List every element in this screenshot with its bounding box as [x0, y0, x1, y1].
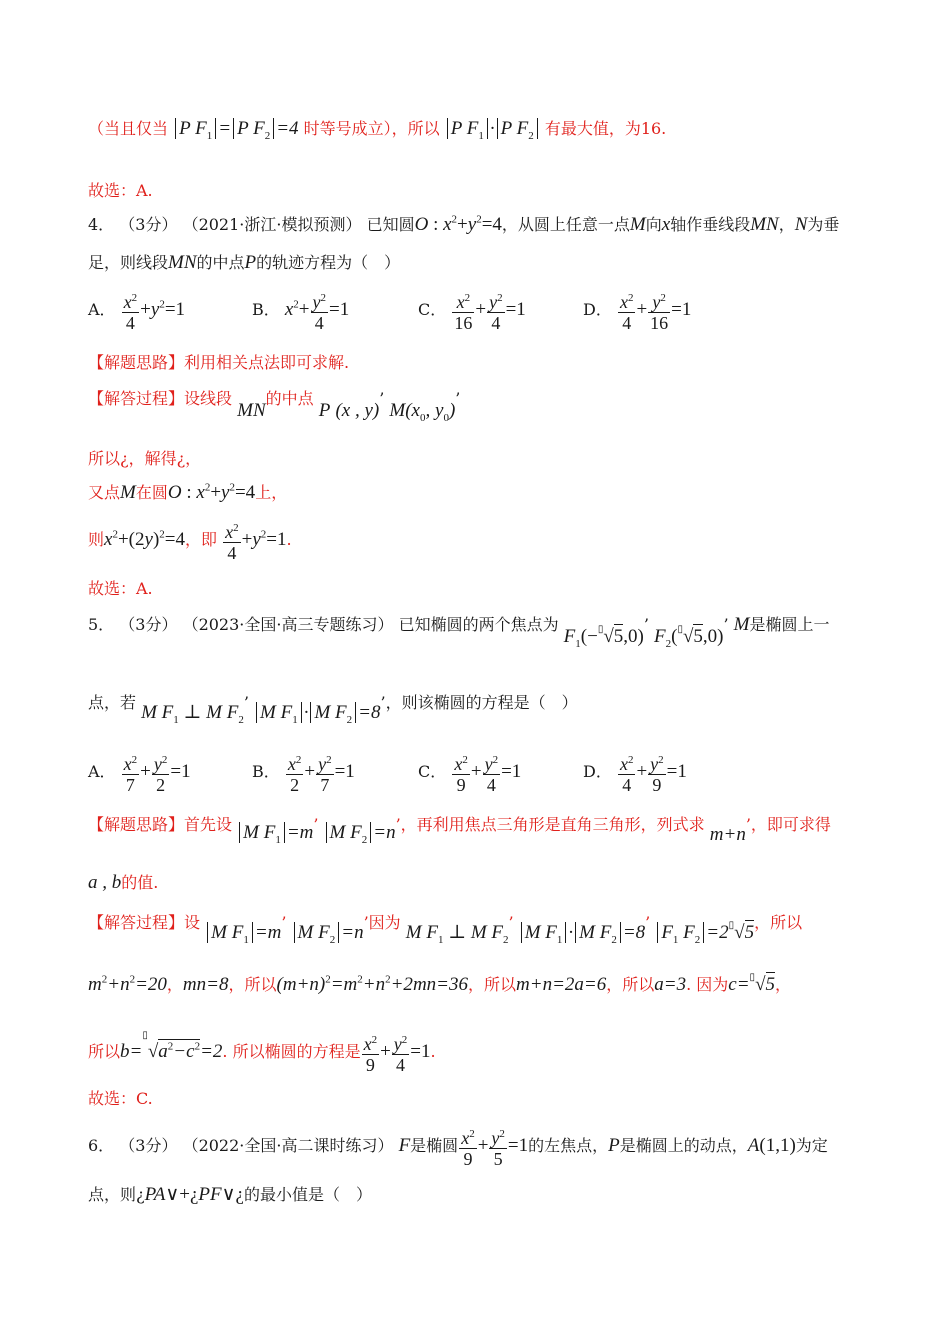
q5-option-c[interactable]: C． $\frac{x^2}{9}$ + $\frac{y^2}{4}$ =1 [418, 750, 521, 795]
q5-process-2: $m^2+n^2=20$，mn=8，所以$(m+n)^2=m^2+n^2+2mn=36$，所以m+n=2a=6，所以a=3. 因为c=▯√5， [88, 972, 792, 995]
text: A． [88, 762, 116, 781]
text: 点，则¿ [88, 1185, 145, 1204]
text: 所以 [484, 975, 517, 994]
q4-answer: 故选：A. [88, 579, 153, 598]
text: 【解答过程】 [88, 389, 185, 408]
text: 的左焦点， [528, 1136, 609, 1155]
q4-option-d[interactable]: D． $\frac{x^2}{4}$ + $\frac{y^2}{16}$ =1 [583, 288, 691, 333]
text: 足，则线段 [88, 253, 169, 272]
text: 所以 [88, 1042, 121, 1061]
text: 则 [88, 530, 105, 549]
q6-stem-line-2: 点，则¿PA∨+¿PF∨¿的最小值是（ ） [88, 1184, 372, 1205]
text: 利用相关点法即可求解. [184, 353, 350, 372]
q4-option-a[interactable]: A． $\frac{x^2}{4}$ $+y^2=1$ [88, 288, 185, 333]
prev-answer: 故选：A. [88, 181, 153, 200]
q4-stem-line-1: 4． （3分） （2021·浙江·模拟预测） 已知圆O : $x^2+y^2=4$，从圆上任意一点M向x轴作垂线段MN，N为垂 [88, 213, 840, 235]
text: 又点 [88, 483, 121, 502]
text: B． [252, 300, 280, 319]
q4-process-1: 【解答过程】设线段 MN的中点 P (x , y)’ $M(x_0$, $y_0$)’ [88, 389, 461, 424]
text: 的中点 [196, 253, 245, 272]
text: 有最大值，为16. [544, 119, 667, 138]
text: 向 [645, 215, 662, 234]
text: 因为 [368, 913, 401, 932]
text: 设线段 [184, 389, 233, 408]
text: 是椭圆 [410, 1136, 459, 1155]
text: 所以 [244, 975, 277, 994]
question-number: 4． [88, 215, 115, 234]
q4-process-4: 则$x^2+(2y)^2=4$，即 $\frac{x^2}{4}$ $+y^2=1$. [88, 518, 292, 563]
text: C． [418, 762, 447, 781]
text: C． [418, 300, 447, 319]
text: 设 [184, 913, 201, 932]
q5-option-a[interactable]: A． $\frac{x^2}{7}$ + $\frac{y^2}{2}$ =1 [88, 750, 191, 795]
text: 是椭圆上的动点， [619, 1136, 748, 1155]
question-number: 5． [88, 615, 115, 634]
text: 为垂 [807, 215, 840, 234]
q5-idea-2: a , b的值. [88, 872, 159, 893]
text: 已知椭圆的两个焦点为 [398, 615, 559, 634]
q4-option-b[interactable]: B． $x^2+$ $\frac{y^2}{4}$ =1 [252, 288, 349, 333]
text: 是椭圆上一 [749, 615, 830, 634]
text: 为定 [795, 1136, 828, 1155]
q4-option-c[interactable]: C． $\frac{x^2}{16}$ + $\frac{y^2}{4}$ =1 [418, 288, 526, 333]
q5-process-1: 【解答过程】设 M $F_1 =m$’ M $F_2 =n$’因为 M $F_1$ ⊥ M $F_2$’ M $F_1 \cdot M$ $F_2 =8$’ $F_1$ $F_2 =2^▯√5$，所以 [88, 913, 803, 946]
text: A． [88, 300, 116, 319]
q5-option-b[interactable]: B． $\frac{x^2}{2}$ + $\frac{y^2}{7}$ =1 [252, 750, 355, 795]
q4-process-3: 又点M在圆O : $x^2+y^2=4$上， [88, 481, 288, 503]
text: 【解题思路】 [88, 815, 185, 834]
score: （3分） [119, 215, 178, 234]
text: ，则该椭圆的方程是（ ） [385, 693, 578, 712]
q5-answer: 故选：C. [88, 1089, 153, 1108]
prev-line-1: （当且仅当 P $F_1 = P$ $F_2 =4$ 时等号成立），所以 P $F_1 \cdot P$ $F_2$ 有最大值，为16. [88, 118, 667, 142]
score: （3分） [119, 615, 178, 634]
q5-stem-line-1: 5． （3分） （2023·全国·高三专题练习） 已知椭圆的两个焦点为 $F_1(-^▯√5,0)$’ $F_2(^▯√5,0)$’ M是椭圆上一 [88, 614, 830, 650]
text: （当且仅当 [88, 119, 169, 138]
text: B． [252, 762, 280, 781]
source: （2021·浙江·模拟预测） [182, 215, 362, 234]
score: （3分） [119, 1136, 178, 1155]
text: ， [778, 215, 795, 234]
text: 首先设 [184, 815, 233, 834]
text: 轴作垂线段 [670, 215, 751, 234]
text: 点，若 [88, 693, 137, 712]
text: 所以椭圆的方程是 [232, 1042, 361, 1061]
text: ，所以 [754, 913, 803, 932]
q4-idea [88, 350, 349, 373]
text: 【解答过程】 [88, 913, 185, 932]
q4-stem-line-2: 足，则线段MN的中点P的轨迹方程为（ ） [88, 252, 401, 273]
text: 【解题思路】 [88, 353, 185, 372]
q5-process-3: 所以$b=^▯√a^2-c^2=2$. 所以椭圆的方程是 $\frac{x^2}{9}$ + $\frac{y^2}{4}$ =1. [88, 1030, 436, 1075]
question-number: 6． [88, 1136, 115, 1155]
text: ，再利用焦点三角形是直角三角形，列式求 [400, 815, 705, 834]
q6-stem-line-1: 6． （3分） （2022·全国·高二课时练习） F是椭圆 $\frac{x^2}{9}$ + $\frac{y^2}{5}$ =1的左焦点，P是椭圆上的动点，A(1,1)为定 [88, 1124, 828, 1169]
text: 已知圆 [366, 215, 415, 234]
text: 时等号成立），所以 [303, 119, 440, 138]
text: 的值. [121, 873, 159, 892]
q5-option-d[interactable]: D． $\frac{x^2}{4}$ + $\frac{y^2}{9}$ =1 [583, 750, 687, 795]
text: ，即可求得 [750, 815, 831, 834]
text: ，从圆上任意一点 [501, 215, 630, 234]
q5-stem-line-2: 点，若 M $F_1$ ⊥ M $F_2$’ M $F_1 \cdot M$ $F_2 =8$’，则该椭圆的方程是（ ） [88, 693, 578, 726]
text: 的中点 [265, 389, 314, 408]
text: ，即 [184, 530, 217, 549]
text: 的轨迹方程为（ ） [256, 253, 401, 272]
q5-idea-1: 【解题思路】首先设 M $F_1 =m$’ M $F_2 =n$’，再利用焦点三角形是直角三角形，列式求 m+n’，即可求得 [88, 815, 831, 846]
text: D． [583, 762, 612, 781]
text: 的最小值是（ ） [243, 1185, 372, 1204]
text: 在圆 [135, 483, 168, 502]
q4-process-2: 所以¿，解得¿， [88, 449, 202, 468]
text: 上， [255, 483, 288, 502]
text: D． [583, 300, 612, 319]
source: （2023·全国·高三专题练习） [182, 615, 394, 634]
text: 因为 [696, 975, 729, 994]
source: （2022·全国·高二课时练习） [182, 1136, 394, 1155]
